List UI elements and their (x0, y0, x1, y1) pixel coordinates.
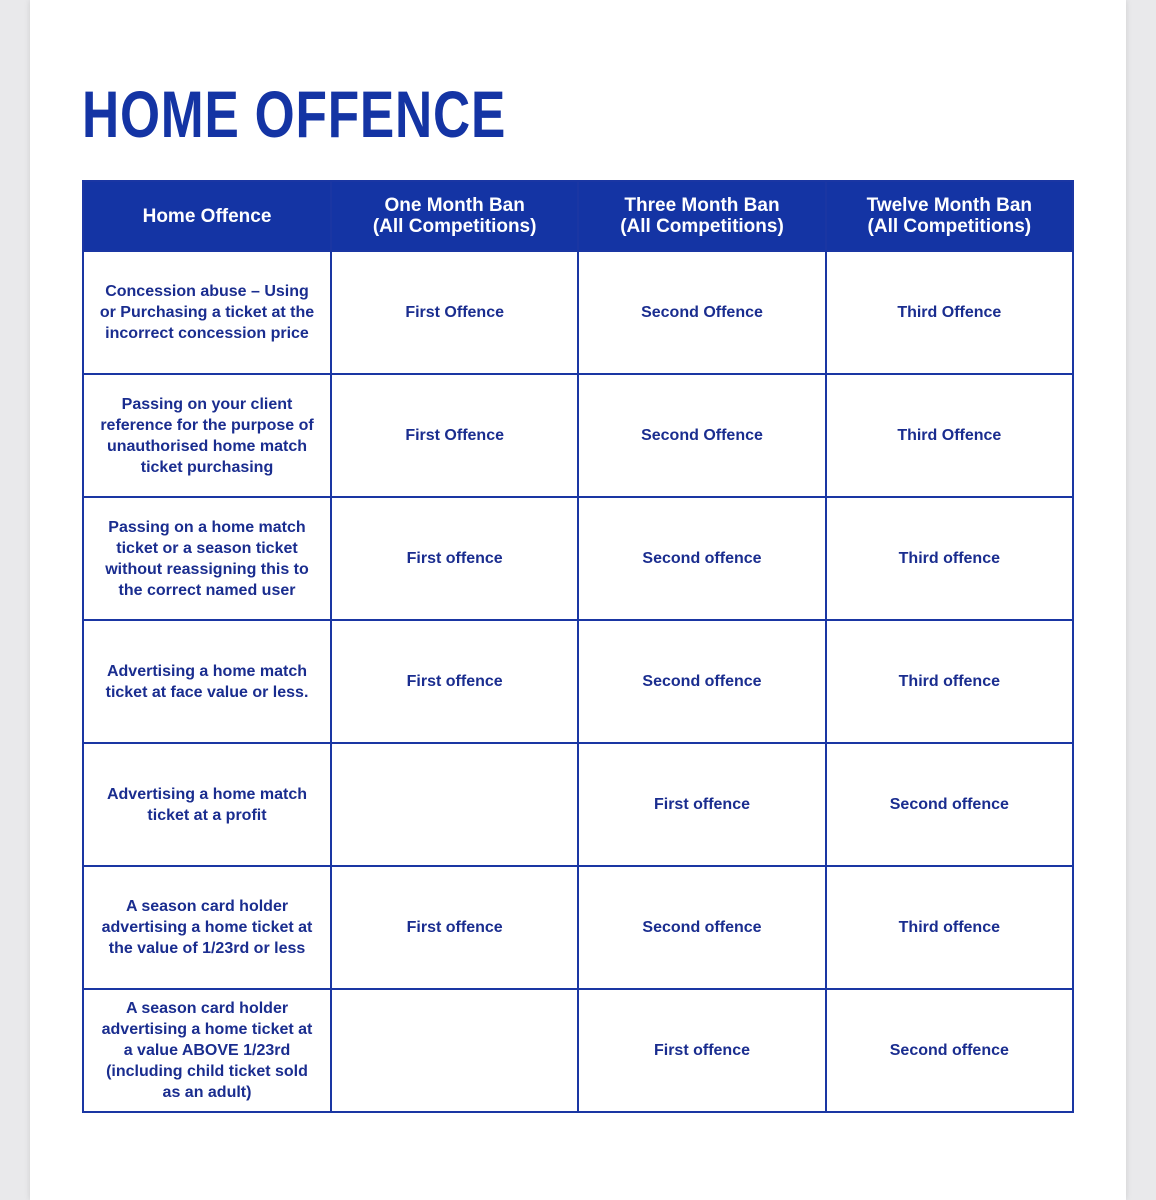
three-month-cell: First offence (578, 989, 825, 1112)
header-twelve-month-ban-label: Twelve Month Ban (866, 195, 1033, 216)
table-row (83, 251, 1073, 374)
twelve-month-cell: Second offence (826, 743, 1073, 866)
twelve-month-cell: Third offence (826, 497, 1073, 620)
offence-cell: Concession abuse – Using or Purchasing a ticket at the incorrect concession price (83, 251, 331, 374)
header-three-month-ban-sublabel: (All Competitions) (620, 216, 784, 237)
one-month-cell (331, 989, 578, 1112)
offence-cell: A season card holder advertising a home ticket at a value ABOVE 1/23rd (including child ticket sold as an adult) (83, 989, 331, 1112)
twelve-month-cell: Third offence (826, 866, 1073, 989)
offence-table (82, 180, 1074, 1113)
table-row (83, 497, 1073, 620)
header-twelve-month-ban-sublabel: (All Competitions) (867, 216, 1032, 237)
header-three-month-ban (578, 181, 825, 251)
header-one-month-ban (331, 181, 578, 251)
three-month-cell: Second offence (578, 866, 825, 989)
three-month-cell: Second Offence (578, 374, 825, 497)
table-header-row (83, 181, 1073, 251)
offence-cell: A season card holder advertising a home ticket at the value of 1/23rd or less (83, 866, 331, 989)
page-title: HOME OFFENCE (82, 77, 507, 151)
table-row (83, 866, 1073, 989)
offence-cell: Advertising a home match ticket at face value or less. (83, 620, 331, 743)
header-one-month-ban-sublabel: (All Competitions) (372, 216, 537, 237)
twelve-month-cell: Third Offence (826, 251, 1073, 374)
three-month-cell: Second Offence (578, 251, 825, 374)
header-home-offence (83, 181, 331, 251)
one-month-cell: First Offence (331, 374, 578, 497)
one-month-cell: First offence (331, 620, 578, 743)
document-page (30, 0, 1126, 1200)
table-row (83, 620, 1073, 743)
three-month-cell: First offence (578, 743, 825, 866)
three-month-cell: Second offence (578, 497, 825, 620)
table-row (83, 374, 1073, 497)
twelve-month-cell: Third Offence (826, 374, 1073, 497)
offence-cell: Passing on your client reference for the purpose of unauthorised home match ticket purchasing (83, 374, 331, 497)
offence-cell: Advertising a home match ticket at a profit (83, 743, 331, 866)
table-body (83, 251, 1073, 1112)
header-one-month-ban-label: One Month Ban (384, 195, 525, 216)
table-row (83, 743, 1073, 866)
table-row (83, 989, 1073, 1112)
offence-cell: Passing on a home match ticket or a season ticket without reassigning this to the correct named user (83, 497, 331, 620)
header-home-offence-label: Home Offence (142, 205, 272, 227)
twelve-month-cell: Second offence (826, 989, 1073, 1112)
one-month-cell: First Offence (331, 251, 578, 374)
header-twelve-month-ban (826, 181, 1073, 251)
one-month-cell: First offence (331, 497, 578, 620)
one-month-cell: First offence (331, 866, 578, 989)
table-header (83, 181, 1073, 251)
header-three-month-ban-label: Three Month Ban (624, 195, 780, 216)
one-month-cell (331, 743, 578, 866)
twelve-month-cell: Third offence (826, 620, 1073, 743)
three-month-cell: Second offence (578, 620, 825, 743)
